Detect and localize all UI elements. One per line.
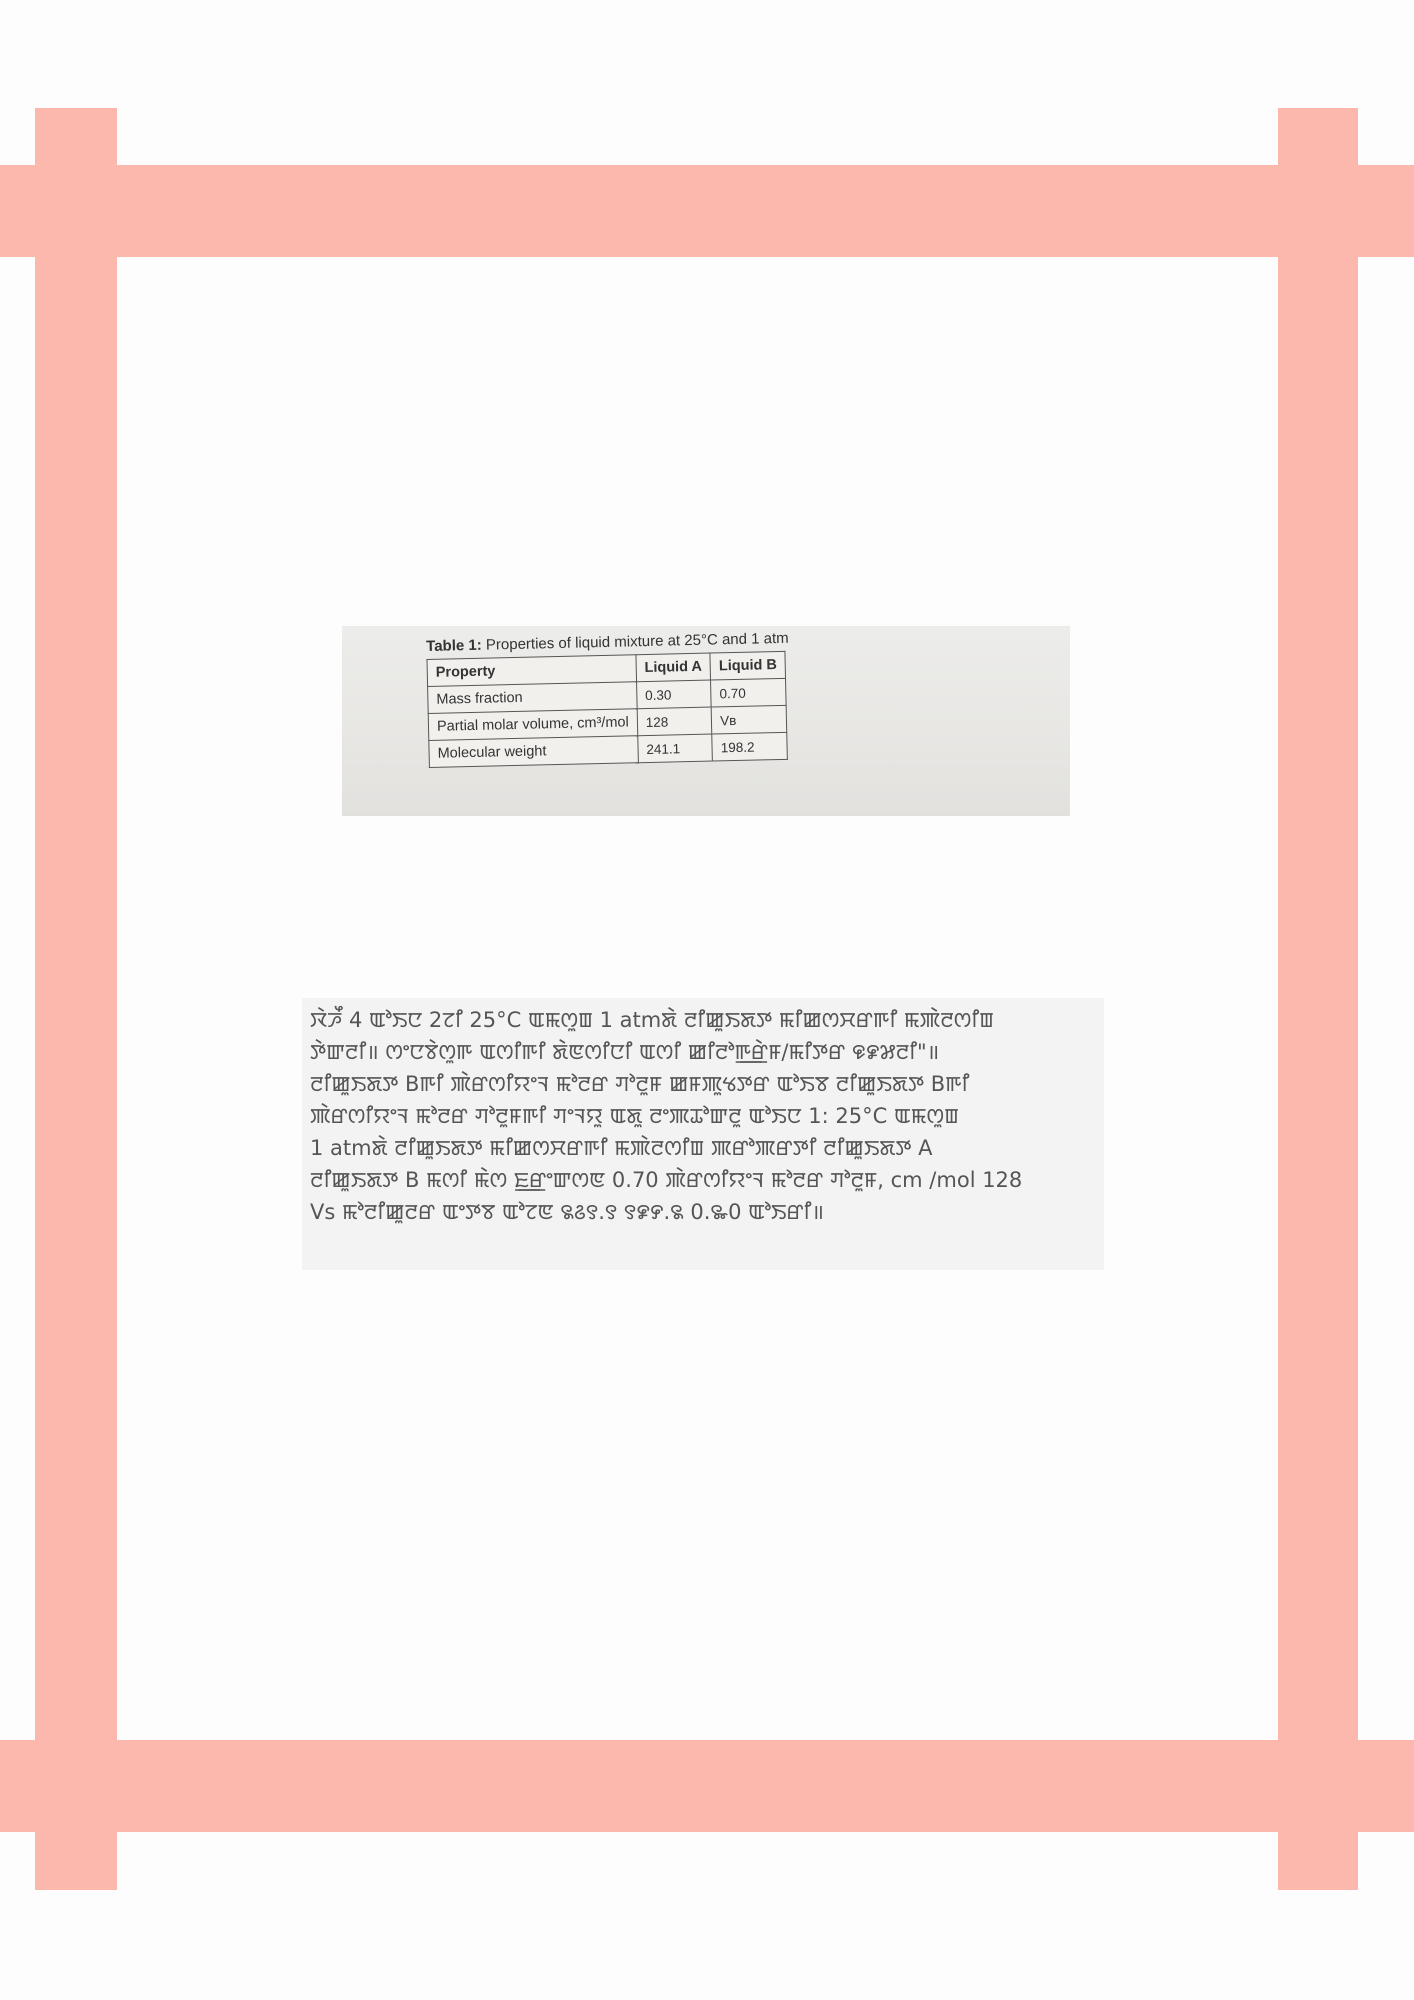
- header-liquid-a: Liquid A: [636, 653, 711, 682]
- paragraph-line: 1 atmꯗꯥ ꯂꯤꯀꯨꯏꯗꯇ ꯃꯤꯀꯁꯆꯔꯒꯤ ꯃꯄꯥꯂꯁꯤꯡ ꯄꯔꯣꯄꯔꯇꯤ ꯂꯤꯀꯨꯏꯗꯇ A: [310, 1136, 933, 1160]
- paragraph-line: ꯋꯥꯍꯩ 4 ꯑꯣꯏꯅ 2ꯖꯤ 25°C ꯑꯃꯁꯨꯡ 1 atmꯗꯥ ꯂꯤꯀꯨꯏꯗꯇ ꯃꯤꯀꯁꯆꯔꯒꯤ ꯃꯄꯥꯂꯁꯤꯡ: [310, 1008, 994, 1032]
- decorative-frame-top: [0, 165, 1414, 257]
- cell-property: Molecular weight: [429, 736, 638, 768]
- table-photo: [342, 626, 1070, 816]
- decorative-frame-right: [1278, 108, 1358, 1890]
- paragraph-line: Vs ꯃꯣꯂꯤꯀꯨꯂꯔ ꯑꯦꯇꯕ ꯑꯣꯖꯟ ꯲꯴꯱.꯱ ꯱꯹꯸.꯲ 0.꯳0 ꯑꯣꯏꯔꯤ॥: [310, 1200, 824, 1224]
- properties-table: [426, 651, 788, 768]
- translated-paragraph: [302, 998, 1104, 1270]
- cell-liquid-a: 241.1: [638, 734, 713, 763]
- table-caption-label: Table 1:: [426, 636, 482, 655]
- cell-liquid-b: 198.2: [712, 732, 788, 761]
- paragraph-line: ꯂꯤꯀꯨꯏꯗꯇ B ꯃꯁꯤ ꯃꯥꯁ ꯐ꯭ꯔꯦꯛꯁꯟ 0.70 ꯄꯥꯔꯁꯤꯌꯦꯜ ꯃꯣꯂꯔ ꯚꯣꯂꯨꯝ, cm /mol 128: [310, 1168, 1023, 1192]
- header-liquid-b: Liquid B: [710, 651, 786, 680]
- table-caption-text: Properties of liquid mixture at 25°C and 1 atm: [481, 629, 789, 654]
- paragraph-line: ꯇꯥꯛꯂꯤ॥ ꯁꯦꯅꯕꯥꯁꯨꯒ ꯑꯁꯤꯒꯤ ꯗꯥꯟꯁꯤꯅꯤ ꯑꯁꯤ ꯀꯤꯂꯣꯒ꯭ꯔꯥꯝ/ꯃꯤꯇꯔ ꯶꯹꯷ꯂꯤ"॥: [310, 1040, 940, 1064]
- paragraph-line: ꯂꯤꯀꯨꯏꯗꯇ Bꯒꯤ ꯄꯥꯔꯁꯤꯌꯦꯜ ꯃꯣꯂꯔ ꯚꯣꯂꯨꯝ ꯀꯝꯄꯨꯠꯇꯔ ꯑꯣꯏꯕ ꯂꯤꯀꯨꯏꯗꯇ Bꯒꯤ: [310, 1072, 970, 1096]
- decorative-frame-left: [35, 108, 117, 1890]
- header-property: Property: [427, 655, 636, 687]
- cell-property: Mass fraction: [428, 682, 637, 714]
- cell-liquid-b: 0.70: [711, 678, 787, 707]
- table-block: [426, 630, 791, 768]
- cell-liquid-a: 0.30: [636, 680, 711, 709]
- cell-property: Partial molar volume, cm³/mol: [428, 709, 637, 741]
- cell-liquid-a: 128: [637, 707, 712, 736]
- decorative-frame-bottom: [0, 1740, 1414, 1832]
- cell-liquid-b: Vʙ: [711, 705, 787, 734]
- paragraph-line: ꯄꯥꯔꯁꯤꯌꯦꯜ ꯃꯣꯂꯔ ꯚꯣꯂꯨꯝꯒꯤ ꯚꯦꯜꯌꯨ ꯑꯗꯨ ꯂꯦꯄꯊꯣꯛꯂꯨ ꯑꯣꯏꯅ 1: 25°C ꯑꯃꯁꯨꯡ: [310, 1104, 959, 1128]
